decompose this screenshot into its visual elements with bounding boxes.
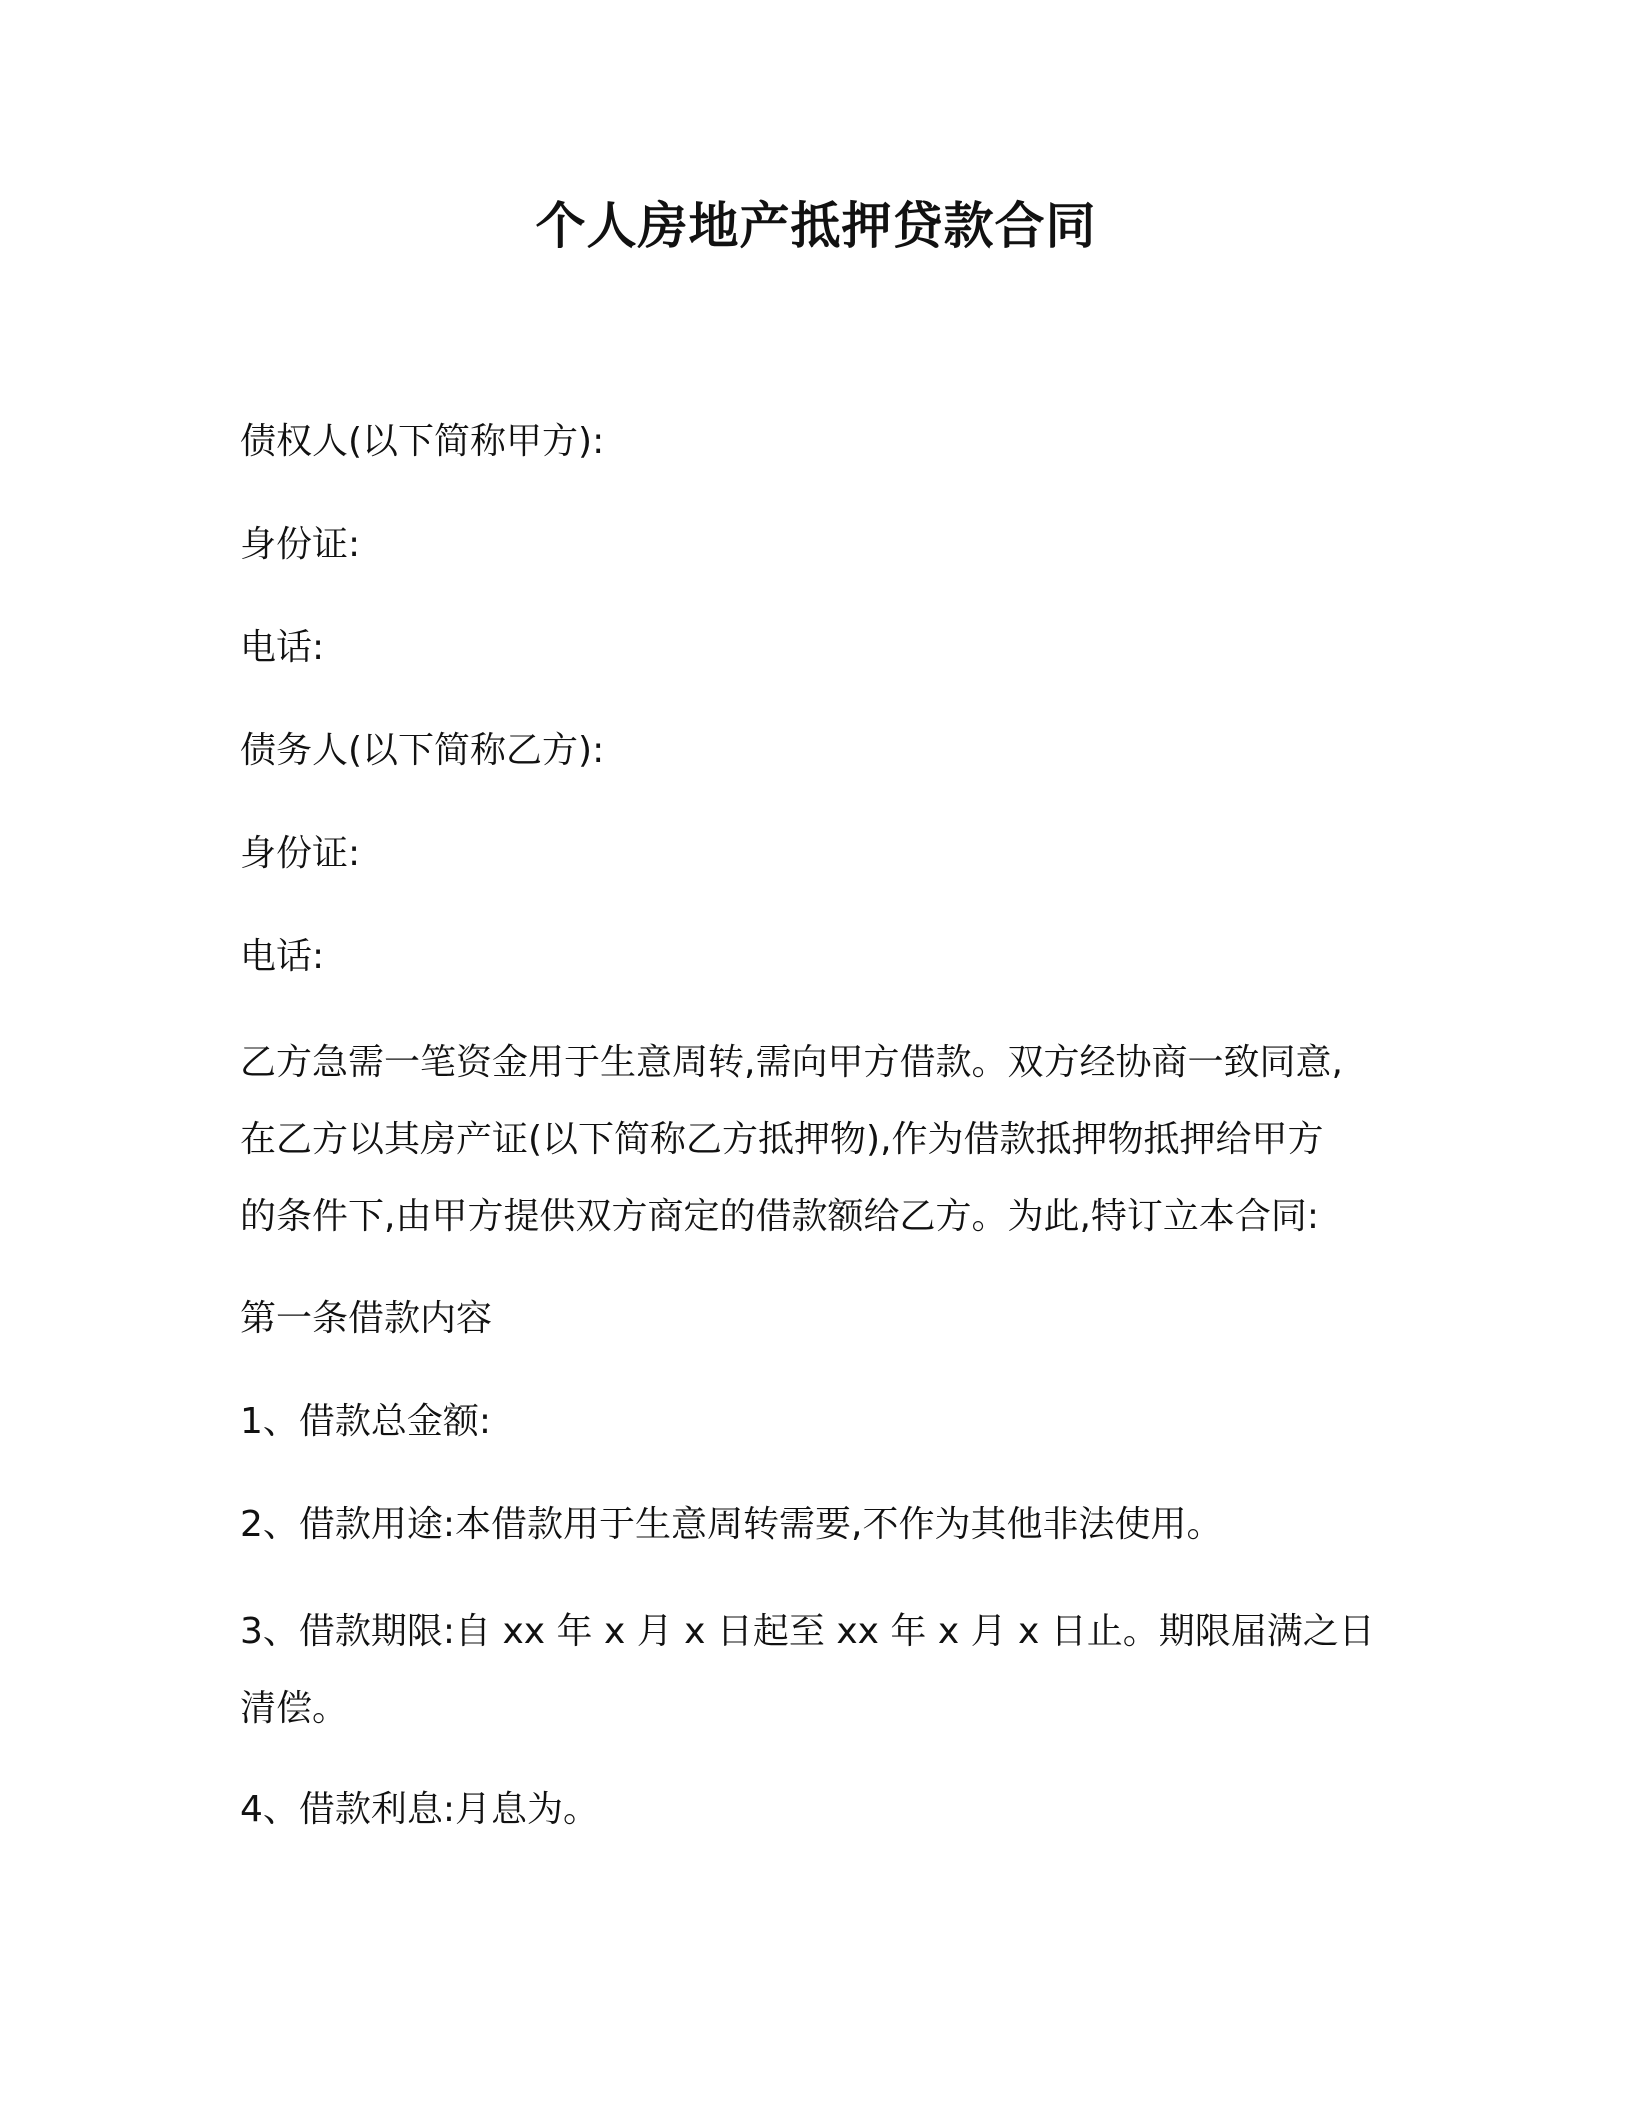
debtor-id-line: 身份证:: [240, 833, 361, 874]
document-title: 个人房地产抵押贷款合同: [535, 197, 1097, 255]
debtor-line: 债务人(以下简称乙方):: [240, 730, 605, 771]
item-loan-purpose: 2、借款用途:本借款用于生意周转需要,不作为其他非法使用。: [240, 1504, 1223, 1545]
creditor-line: 债权人(以下简称甲方):: [240, 421, 605, 462]
intro-line: 的条件下,由甲方提供双方商定的借款额给乙方。为此,特订立本合同:: [240, 1196, 1320, 1237]
item-loan-amount: 1、借款总金额:: [240, 1401, 492, 1442]
item-loan-interest: 4、借款利息:月息为。: [240, 1789, 600, 1830]
creditor-id-line: 身份证:: [240, 524, 361, 565]
item-loan-term: [240, 1593, 1400, 1747]
loan-term-line: 清偿。: [240, 1688, 349, 1729]
intro-line: 在乙方以其房产证(以下简称乙方抵押物),作为借款抵押物抵押给甲方: [240, 1119, 1324, 1160]
intro-line: 乙方急需一笔资金用于生意周转,需向甲方借款。双方经协商一致同意,: [240, 1042, 1343, 1083]
debtor-phone-line: 电话:: [240, 936, 325, 977]
intro-paragraph: [240, 1024, 1400, 1255]
creditor-phone-line: 电话:: [240, 627, 325, 668]
article1-heading: 第一条借款内容: [240, 1298, 493, 1339]
loan-term-line: 3、借款期限:自 xx 年 x 月 x 日起至 xx 年 x 月 x 日止。期限届满之日: [240, 1611, 1375, 1652]
